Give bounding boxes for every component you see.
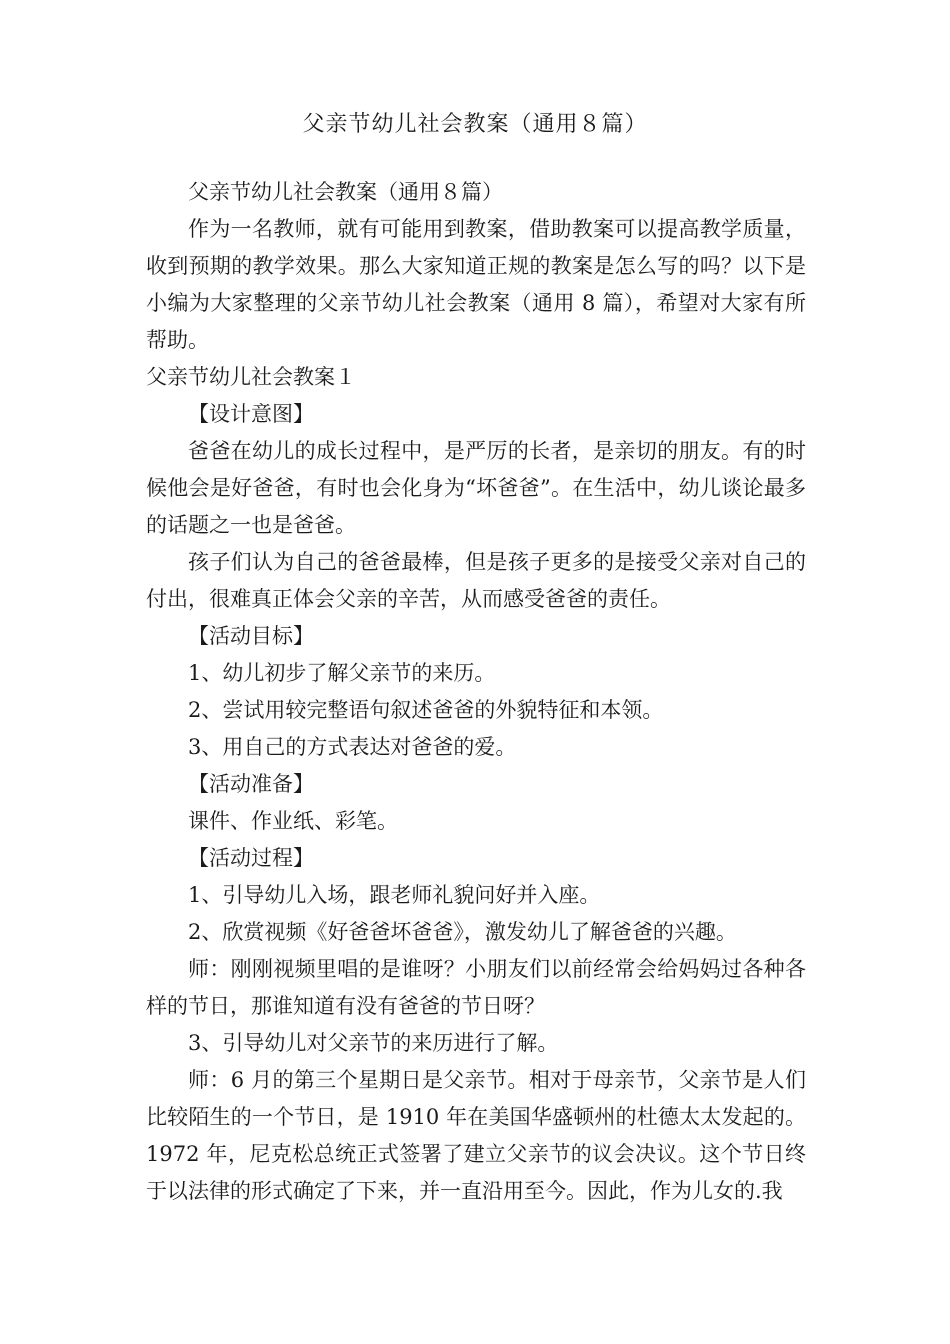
document-title: 父亲节幼儿社会教案（通用８篇） [302, 112, 648, 137]
paragraph-goal-2: 2、尝试用较完整语句叙述爸爸的外貌特征和本领。 [188, 698, 664, 722]
paragraph-process-2: 2、欣赏视频《好爸爸坏爸爸》，激发幼儿了解爸爸的兴趣。 [188, 920, 737, 944]
paragraph-design-intent-1: 爸爸在幼儿的成长过程中，是严厉的长者，是亲切的朋友。有的时候他会是好爸爸，有时也会化身为“坏爸爸”。在生活中，幼儿谈论最多的话题之一也是爸爸。 [146, 439, 806, 537]
paragraph-design-intent-2: 孩子们认为自己的爸爸最棒，但是孩子更多的是接受父亲对自己的付出，很难真正体会父亲的辛苦，从而感受爸爸的责任。 [146, 550, 806, 611]
paragraph-teacher-1: 师：刚刚视频里唱的是谁呀？小朋友们以前经常会给妈妈过各种各样的节日，那谁知道有没有爸爸的节日呀？ [146, 957, 806, 1018]
paragraph-prep-heading: 【活动准备】 [188, 772, 314, 796]
paragraph-goal-1: 1、幼儿初步了解父亲节的来历。 [188, 661, 496, 685]
paragraph-process-1: 1、引导幼儿入场，跟老师礼貌问好并入座。 [188, 883, 601, 907]
paragraph-teacher-2: 师：6 月的第三个星期日是父亲节。相对于母亲节，父亲节是人们比较陌生的一个节日，是 1910 年在美国华盛顿州的杜德太太发起的。1972 年，尼克松总统正式签署了建立父亲节的议会决议。这个节日终于以法律的形式确定了下来，并一直沿用至今。因此，作为儿女的.我 [146, 1068, 806, 1203]
paragraph-design-intent-heading: 【设计意图】 [188, 402, 314, 426]
paragraph-goal-3: 3、用自己的方式表达对爸爸的爱。 [188, 735, 517, 759]
paragraph-2: 作为一名教师，就有可能用到教案，借助教案可以提高教学质量，收到预期的教学效果。那么大家知道正规的教案是怎么写的吗？以下是小编为大家整理的父亲节幼儿社会教案（通用 8 篇），希望对大家有所帮助。 [146, 217, 806, 352]
paragraph-goals-heading: 【活动目标】 [188, 624, 314, 648]
paragraph-prep: 课件、作业纸、彩笔。 [188, 809, 398, 833]
section-heading-1: 父亲节幼儿社会教案１ [146, 365, 356, 389]
paragraph-1: 父亲节幼儿社会教案（通用８篇） [188, 180, 503, 204]
document-body [146, 174, 806, 1210]
paragraph-process-heading: 【活动过程】 [188, 846, 314, 870]
paragraph-process-3: 3、引导幼儿对父亲节的来历进行了解。 [188, 1031, 559, 1055]
